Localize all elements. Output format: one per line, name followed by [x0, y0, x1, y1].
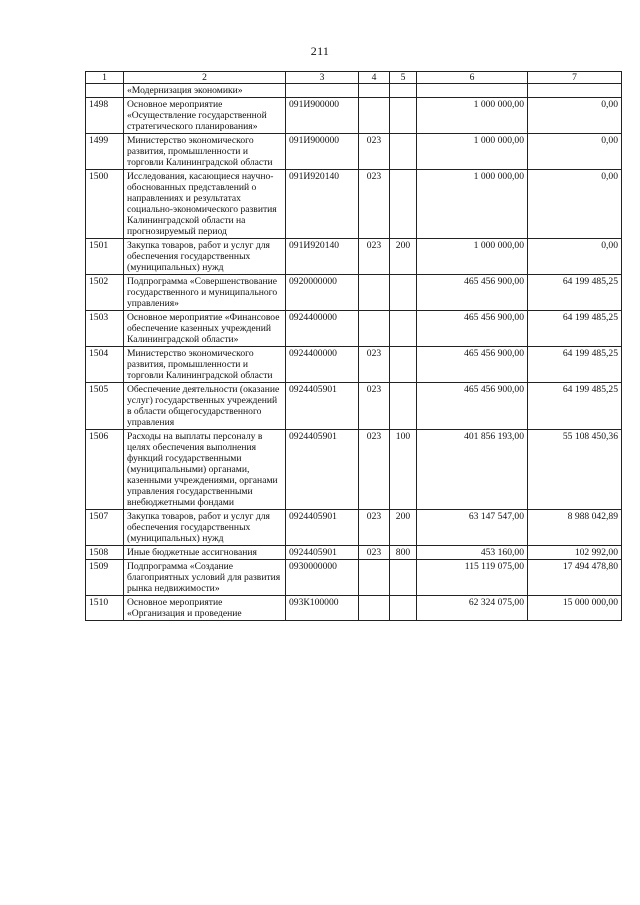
- amount-plan-cell: 465 456 900,00: [417, 383, 528, 430]
- amount-actual-cell: 64 199 485,25: [528, 347, 622, 383]
- expense-type-cell: [390, 560, 417, 596]
- table-row: [86, 134, 622, 170]
- table-row: [86, 347, 622, 383]
- table-row: [86, 596, 622, 621]
- header-cell: 1: [86, 72, 124, 84]
- expense-type-cell: [390, 347, 417, 383]
- amount-actual-cell: 0,00: [528, 134, 622, 170]
- amount-plan-cell: 62 324 075,00: [417, 596, 528, 621]
- table-row: [86, 546, 622, 560]
- amount-plan-cell: 115 119 075,00: [417, 560, 528, 596]
- ministry-code-cell: 023: [359, 347, 390, 383]
- item-name-cell: Основное мероприятие «Осуществление государственной стратегического планирования»: [124, 98, 286, 134]
- amount-actual-cell: 64 199 485,25: [528, 311, 622, 347]
- ministry-code-cell: 023: [359, 430, 390, 510]
- expense-type-cell: [390, 311, 417, 347]
- item-name-cell: Иные бюджетные ассигнования: [124, 546, 286, 560]
- header-cell: 5: [390, 72, 417, 84]
- expense-type-cell: 200: [390, 239, 417, 275]
- amount-actual-cell: 55 108 450,36: [528, 430, 622, 510]
- target-code-cell: 0924400000: [286, 347, 359, 383]
- table-row: [86, 510, 622, 546]
- expense-type-cell: 100: [390, 430, 417, 510]
- amount-actual-cell: 0,00: [528, 239, 622, 275]
- ministry-code-cell: 023: [359, 546, 390, 560]
- target-code-cell: 091И900000: [286, 98, 359, 134]
- item-name-cell: Исследования, касающиеся научно-обоснованных представлений о направлениях и результатах социально-экономического развития Калининградской области на прогнозируемый период: [124, 170, 286, 239]
- item-name-cell: Обеспечение деятельности (оказание услуг) государственных учреждений в области общегосударственного управления: [124, 383, 286, 430]
- row-number-cell: 1509: [86, 560, 124, 596]
- expense-type-cell: 800: [390, 546, 417, 560]
- amount-actual-cell: 0,00: [528, 170, 622, 239]
- table-row: [86, 275, 622, 311]
- header-cell: 3: [286, 72, 359, 84]
- row-number-cell: 1500: [86, 170, 124, 239]
- expense-type-cell: [390, 134, 417, 170]
- row-number-cell: 1510: [86, 596, 124, 621]
- table-row: [86, 430, 622, 510]
- expense-type-cell: [390, 170, 417, 239]
- row-number-cell: 1508: [86, 546, 124, 560]
- ministry-code-cell: 023: [359, 239, 390, 275]
- item-name-cell: Закупка товаров, работ и услуг для обеспечения государственных (муниципальных) нужд: [124, 239, 286, 275]
- header-row: [86, 72, 622, 84]
- budget-table: [85, 71, 622, 621]
- amount-plan-cell: 1 000 000,00: [417, 170, 528, 239]
- table-row: [86, 560, 622, 596]
- target-code-cell: 093К100000: [286, 596, 359, 621]
- header-cell: 7: [528, 72, 622, 84]
- item-name-cell: Основное мероприятие «Организация и проведение: [124, 596, 286, 621]
- amount-actual-cell: 64 199 485,25: [528, 275, 622, 311]
- target-code-cell: 0924400000: [286, 311, 359, 347]
- amount-actual-cell: 17 494 478,80: [528, 560, 622, 596]
- expense-type-cell: [390, 383, 417, 430]
- amount-plan-cell: 1 000 000,00: [417, 239, 528, 275]
- amount-actual-cell: 0,00: [528, 98, 622, 134]
- target-code-cell: 091И900000: [286, 134, 359, 170]
- row-number-cell: 1503: [86, 311, 124, 347]
- row-number-cell: 1505: [86, 383, 124, 430]
- table-row: [86, 311, 622, 347]
- ministry-code-cell: [359, 560, 390, 596]
- row-number-cell: 1506: [86, 430, 124, 510]
- row-number-cell: 1501: [86, 239, 124, 275]
- item-name-cell: Подпрограмма «Создание благоприятных условий для развития рынка недвижимости»: [124, 560, 286, 596]
- target-code-cell: 091И920140: [286, 239, 359, 275]
- amount-plan-cell: 63 147 547,00: [417, 510, 528, 546]
- ministry-code-cell: 023: [359, 170, 390, 239]
- continuation-text: «Модернизация экономики»: [124, 84, 286, 98]
- target-code-cell: 0924405901: [286, 430, 359, 510]
- expense-type-cell: [390, 596, 417, 621]
- target-code-cell: 0924405901: [286, 546, 359, 560]
- table-row: [86, 239, 622, 275]
- row-number-cell: 1498: [86, 98, 124, 134]
- item-name-cell: Расходы на выплаты персоналу в целях обеспечения выполнения функций государственными (муниципальными) органами, казенными учреждениями, органами управления государственными внебюджетными фондами: [124, 430, 286, 510]
- target-code-cell: 0924405901: [286, 383, 359, 430]
- table-row: [86, 170, 622, 239]
- continuation-row: [86, 84, 622, 98]
- ministry-code-cell: [359, 311, 390, 347]
- amount-plan-cell: 465 456 900,00: [417, 347, 528, 383]
- amount-plan-cell: 453 160,00: [417, 546, 528, 560]
- header-cell: 6: [417, 72, 528, 84]
- target-code-cell: 091И920140: [286, 170, 359, 239]
- row-number-cell: 1504: [86, 347, 124, 383]
- amount-actual-cell: 102 992,00: [528, 546, 622, 560]
- expense-type-cell: [390, 275, 417, 311]
- target-code-cell: 0920000000: [286, 275, 359, 311]
- amount-plan-cell: 1 000 000,00: [417, 98, 528, 134]
- header-cell: 4: [359, 72, 390, 84]
- ministry-code-cell: 023: [359, 383, 390, 430]
- page-number: 211: [310, 44, 330, 58]
- amount-plan-cell: 401 856 193,00: [417, 430, 528, 510]
- ministry-code-cell: 023: [359, 134, 390, 170]
- row-number-cell: 1507: [86, 510, 124, 546]
- item-name-cell: Основное мероприятие «Финансовое обеспечение казенных учреждений Калининградской области»: [124, 311, 286, 347]
- ministry-code-cell: [359, 596, 390, 621]
- ministry-code-cell: 023: [359, 510, 390, 546]
- amount-plan-cell: 465 456 900,00: [417, 275, 528, 311]
- amount-plan-cell: 465 456 900,00: [417, 311, 528, 347]
- target-code-cell: 0924405901: [286, 510, 359, 546]
- amount-plan-cell: 1 000 000,00: [417, 134, 528, 170]
- row-number-cell: 1499: [86, 134, 124, 170]
- item-name-cell: Министерство экономического развития, промышленности и торговли Калининградской области: [124, 347, 286, 383]
- item-name-cell: Министерство экономического развития, промышленности и торговли Калининградской области: [124, 134, 286, 170]
- ministry-code-cell: [359, 98, 390, 134]
- amount-actual-cell: 15 000 000,00: [528, 596, 622, 621]
- item-name-cell: Подпрограмма «Совершенствование государственного и муниципального управления»: [124, 275, 286, 311]
- amount-actual-cell: 8 988 042,89: [528, 510, 622, 546]
- expense-type-cell: [390, 98, 417, 134]
- ministry-code-cell: [359, 275, 390, 311]
- amount-actual-cell: 64 199 485,25: [528, 383, 622, 430]
- target-code-cell: 0930000000: [286, 560, 359, 596]
- row-number-cell: 1502: [86, 275, 124, 311]
- table-row: [86, 98, 622, 134]
- table-row: [86, 383, 622, 430]
- expense-type-cell: 200: [390, 510, 417, 546]
- item-name-cell: Закупка товаров, работ и услуг для обеспечения государственных (муниципальных) нужд: [124, 510, 286, 546]
- header-cell: 2: [124, 72, 286, 84]
